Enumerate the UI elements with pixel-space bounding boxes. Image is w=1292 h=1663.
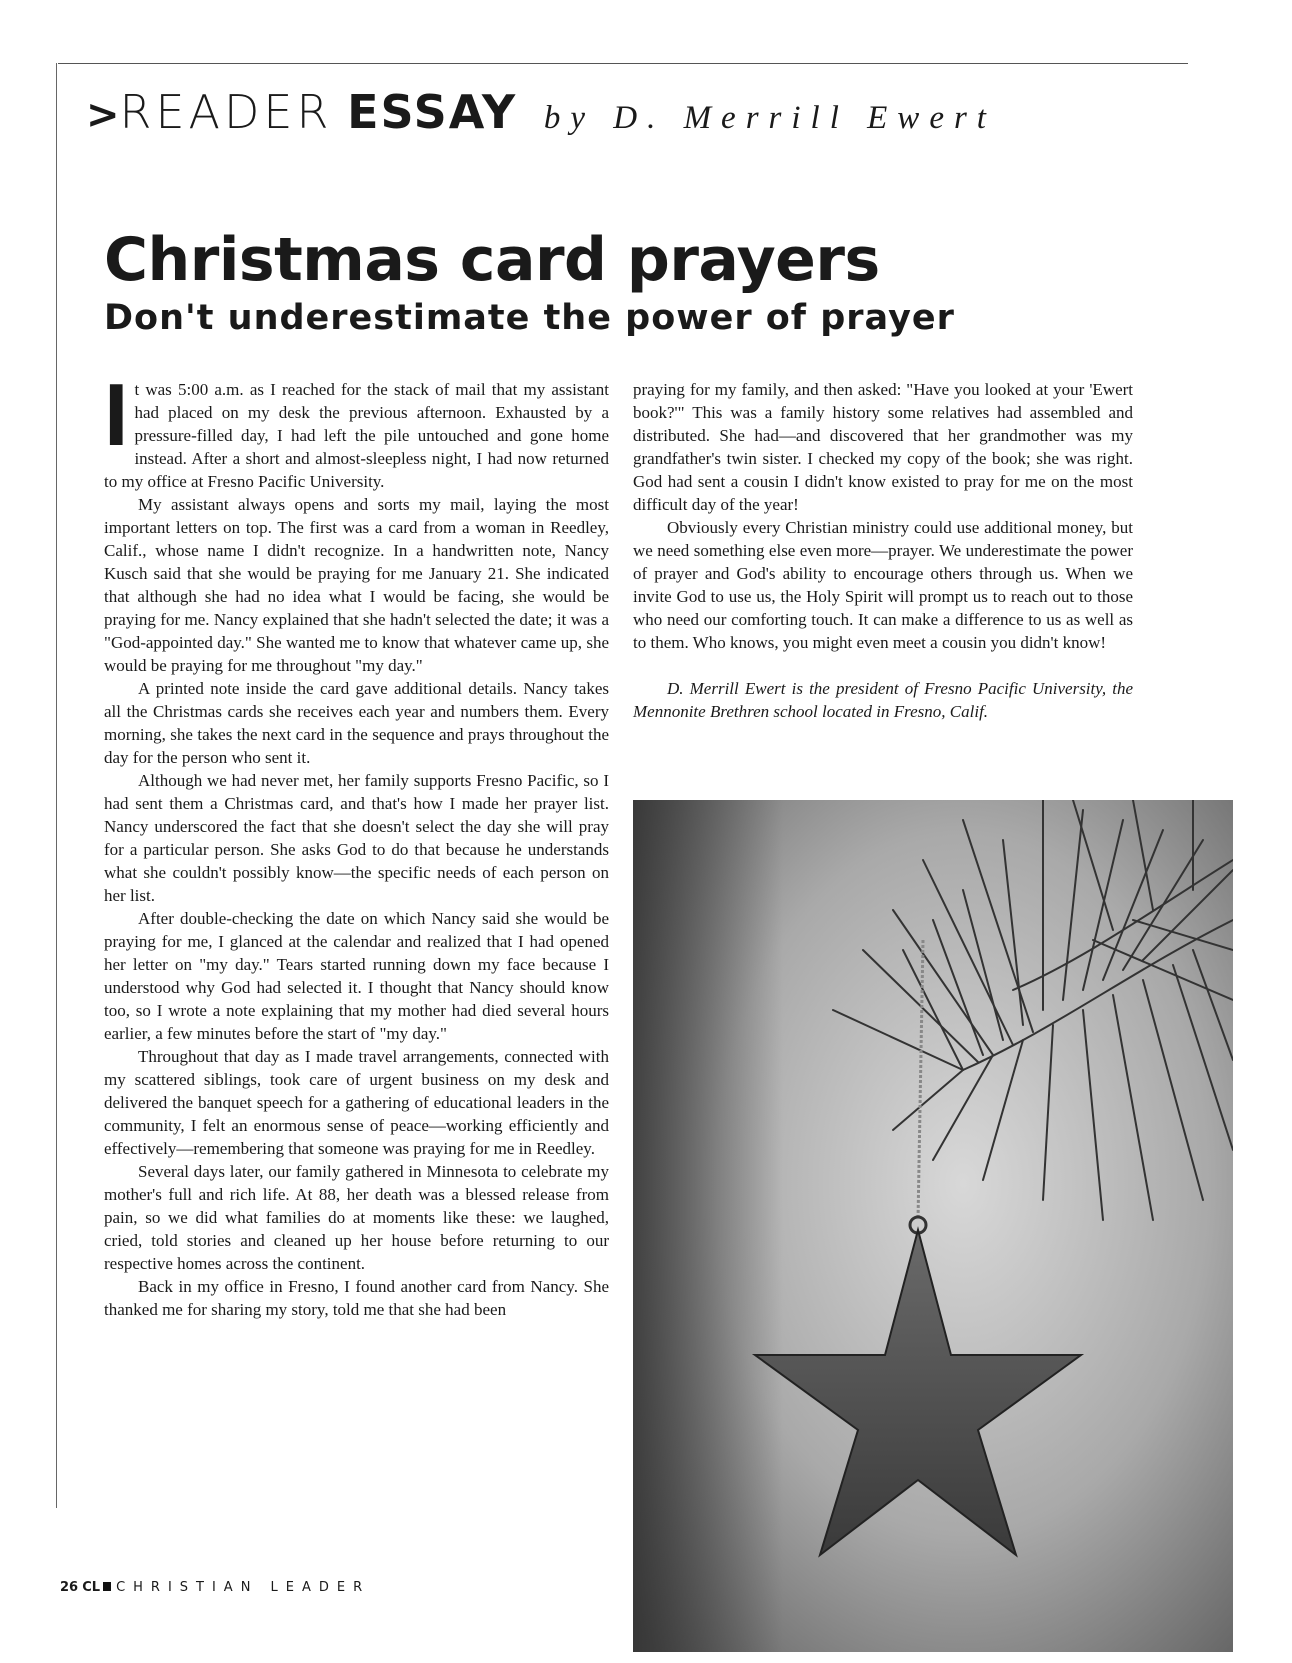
article-subtitle: Don't underestimate the power of prayer [104, 298, 955, 338]
publication-name: CHRISTIAN LEADER [116, 1580, 371, 1595]
top-rule [58, 63, 1188, 64]
byline: by D. Merrill Ewert [543, 100, 996, 136]
left-column [104, 365, 609, 1321]
body-paragraph: Although we had never met, her family supports Fresno Pacific, so I had sent them a Christmas card, and that's how I made her prayer list. Nancy underscored the fact that she doesn't select the day she will pray for a particular person. She asks God to do that because he understands what she couldn't possibly know—the specific needs of each person on her list. [104, 771, 609, 905]
ornament-illustration [633, 800, 1233, 1652]
article-title: Christmas card prayers [104, 225, 880, 295]
kicker-arrow: > [86, 92, 120, 138]
page-number: 26 [60, 1580, 79, 1595]
body-paragraph: A printed note inside the card gave additional details. Nancy takes all the Christmas cards she receives each year and numbers them. Every morning, she takes the next card in the sequence and prays throughout the day for the person who sent it. [104, 679, 609, 767]
body-paragraph [104, 365, 609, 493]
body-paragraph: Several days later, our family gathered in Minnesota to celebrate my mother's full and rich life. At 88, her death was a blessed release from pain, so we did what families do at moments like these: we laughed, cried, told stories and cleaned up her house before returning to our respective homes across the continent. [104, 1162, 609, 1273]
body-paragraph: Obviously every Christian ministry could use additional money, but we need something else even more—prayer. We underestimate the power of prayer and God's ability to encourage others through us. When we invite God to use us, the Holy Spirit will prompt us to reach out to those who need our comforting touch. It can make a difference to us as well as to them. Who knows, you might even meet a cousin you didn't know! [633, 518, 1133, 652]
body-paragraph: Throughout that day as I made travel arrangements, connected with my scattered siblings, took care of urgent business on my desk and delivered the banquet speech for a gathering of educational leaders in the community, I felt an enormous sense of peace—working efficiently and effectively—remembering that someone was praying for me in Reedley. [104, 1047, 609, 1158]
body-paragraph: Back in my office in Fresno, I found another card from Nancy. She thanked me for sharing my story, told me that she had been [104, 1277, 609, 1319]
left-rule [56, 63, 57, 1508]
drop-cap: I [104, 365, 129, 464]
section-kicker [86, 84, 996, 146]
paragraph-text: t was 5:00 a.m. as I reached for the stack of mail that my assistant had placed on my desk the previous afternoon. Exhausted by a pressure-filled day, I had left the pile untouched and gone home instead. After a short and almost-sleepless night, I had now returned to my office at Fresno Pacific University. [104, 380, 609, 491]
square-divider-icon [103, 1582, 111, 1591]
page-footer [60, 1578, 370, 1598]
star-ornament-photo [633, 800, 1233, 1652]
author-bio: D. Merrill Ewert is the president of Fresno Pacific University, the Mennonite Brethren school located in Fresno, Calif. [633, 679, 1133, 721]
body-paragraph: My assistant always opens and sorts my mail, laying the most important letters on top. The first was a card from a woman in Reedley, Calif., whose name I didn't recognize. In a handwritten note, Nancy Kusch said that she would be praying for me January 21. She indicated that although she had no idea what I would be facing, she would be praying for me. Nancy explained that she hadn't selected the date; it was a "God-appointed day." She wanted me to know that whatever came up, she would be praying for me throughout "my day." [104, 495, 609, 675]
right-column [633, 378, 1133, 723]
body-paragraph: praying for my family, and then asked: "Have you looked at your 'Ewert book?'" This was a family history some relatives had assembled and distributed. She had—and discovered that her grandmother was my grandfather's twin sister. I checked my copy of the book; she was right. God had sent a cousin I didn't know existed to pray for me on the most difficult day of the year! [633, 380, 1133, 514]
body-paragraph: After double-checking the date on which Nancy said she would be praying for me, I glanced at the calendar and realized that I had opened her letter on "my day." Tears started running down my face because I understood why God had selected it. I thought that Nancy should know too, so I wrote a note explaining that my mother had died several hours earlier, a few minutes before the start of "my day." [104, 909, 609, 1043]
kicker-reader: READER [119, 85, 333, 139]
kicker-essay: ESSAY [347, 85, 518, 139]
publication-abbr: CL [82, 1580, 101, 1595]
